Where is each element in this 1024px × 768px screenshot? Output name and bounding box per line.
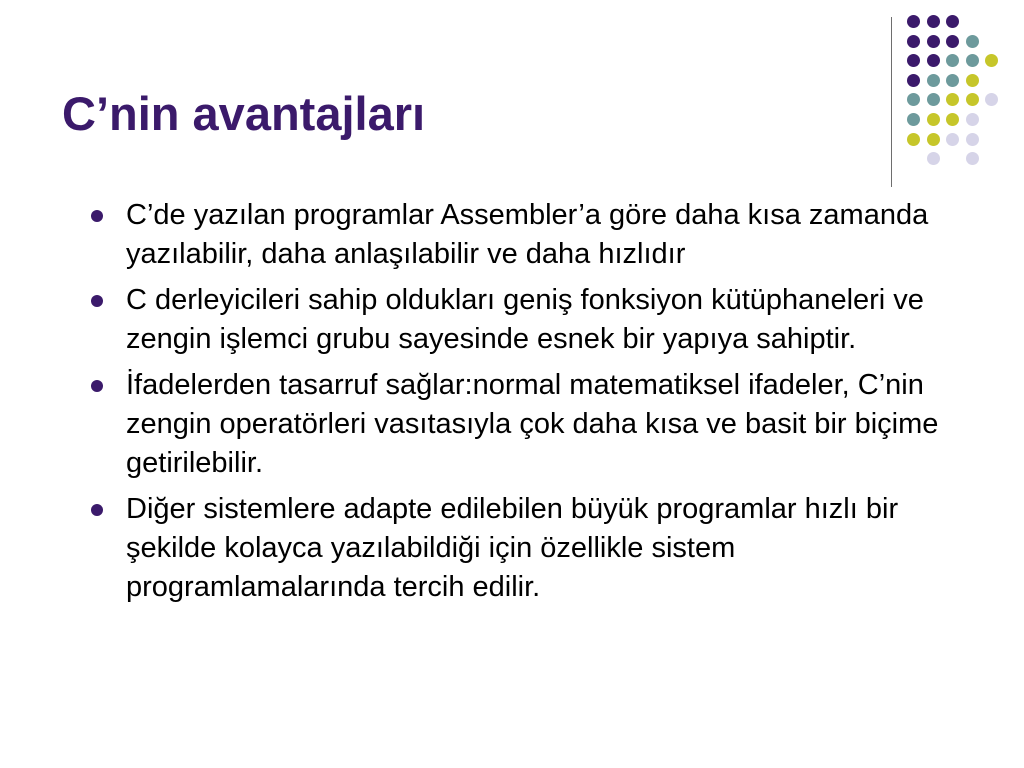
slide-title: C’nin avantajları bbox=[62, 87, 426, 140]
decorative-dot bbox=[946, 133, 959, 146]
decorative-dot bbox=[927, 113, 940, 126]
decorative-dot bbox=[927, 133, 940, 146]
decorative-dot bbox=[927, 74, 940, 87]
bullet-item bbox=[88, 490, 988, 607]
decorative-dot bbox=[907, 74, 920, 87]
bullet-item bbox=[88, 196, 988, 274]
decorative-dot bbox=[907, 113, 920, 126]
decorative-dot bbox=[907, 15, 920, 28]
decorative-dot bbox=[907, 54, 920, 67]
decorative-dot bbox=[966, 74, 979, 87]
decorative-dot bbox=[946, 93, 959, 106]
decorative-dot bbox=[946, 15, 959, 28]
bullet-list bbox=[88, 196, 988, 614]
decorative-dot bbox=[966, 133, 979, 146]
decorative-dot bbox=[946, 74, 959, 87]
decorative-dot bbox=[966, 152, 979, 165]
decorative-dot bbox=[966, 54, 979, 67]
decorative-dot bbox=[966, 93, 979, 106]
decorative-dot bbox=[966, 113, 979, 126]
bullet-text: C’de yazılan programlar Assembler’a göre daha kısa zamanda yazılabilir, daha anlaşılabilir ve daha hızlıdır bbox=[126, 199, 929, 270]
bullet-dot-icon bbox=[91, 210, 103, 222]
decorative-dot bbox=[946, 35, 959, 48]
bullet-text: Diğer sistemlere adapte edilebilen büyük programlar hızlı bir şekilde kolayca yazılabildiği için özellikle sistem programlamalarında tercih edilir. bbox=[126, 493, 899, 603]
bullet-text: C derleyicileri sahip oldukları geniş fonksiyon kütüphaneleri ve zengin işlemci grubu sayesinde esnek bir yapıya sahiptir. bbox=[126, 284, 924, 355]
bullet-dot-icon bbox=[91, 380, 103, 392]
bullet-dot-icon bbox=[91, 295, 103, 307]
bullet-item bbox=[88, 366, 988, 483]
decorative-dot bbox=[966, 35, 979, 48]
bullet-text: İfadelerden tasarruf sağlar:normal matematiksel ifadeler, C’nin zengin operatörleri vasıtasıyla çok daha kısa ve basit bir biçime getirilebilir. bbox=[126, 369, 939, 479]
decorative-dot bbox=[907, 133, 920, 146]
decorative-dot bbox=[907, 93, 920, 106]
decorative-dot bbox=[927, 54, 940, 67]
decorative-dot bbox=[946, 54, 959, 67]
decorative-dot bbox=[985, 93, 998, 106]
decorative-dot bbox=[927, 152, 940, 165]
decorative-dot bbox=[946, 113, 959, 126]
bullet-dot-icon bbox=[91, 504, 103, 516]
decorative-dot bbox=[927, 15, 940, 28]
decorative-dot-grid bbox=[903, 11, 1013, 171]
decorative-dot bbox=[985, 54, 998, 67]
decorative-dot bbox=[927, 93, 940, 106]
vertical-divider bbox=[891, 17, 892, 187]
decorative-dot bbox=[927, 35, 940, 48]
bullet-item bbox=[88, 281, 988, 359]
decorative-dot bbox=[907, 35, 920, 48]
